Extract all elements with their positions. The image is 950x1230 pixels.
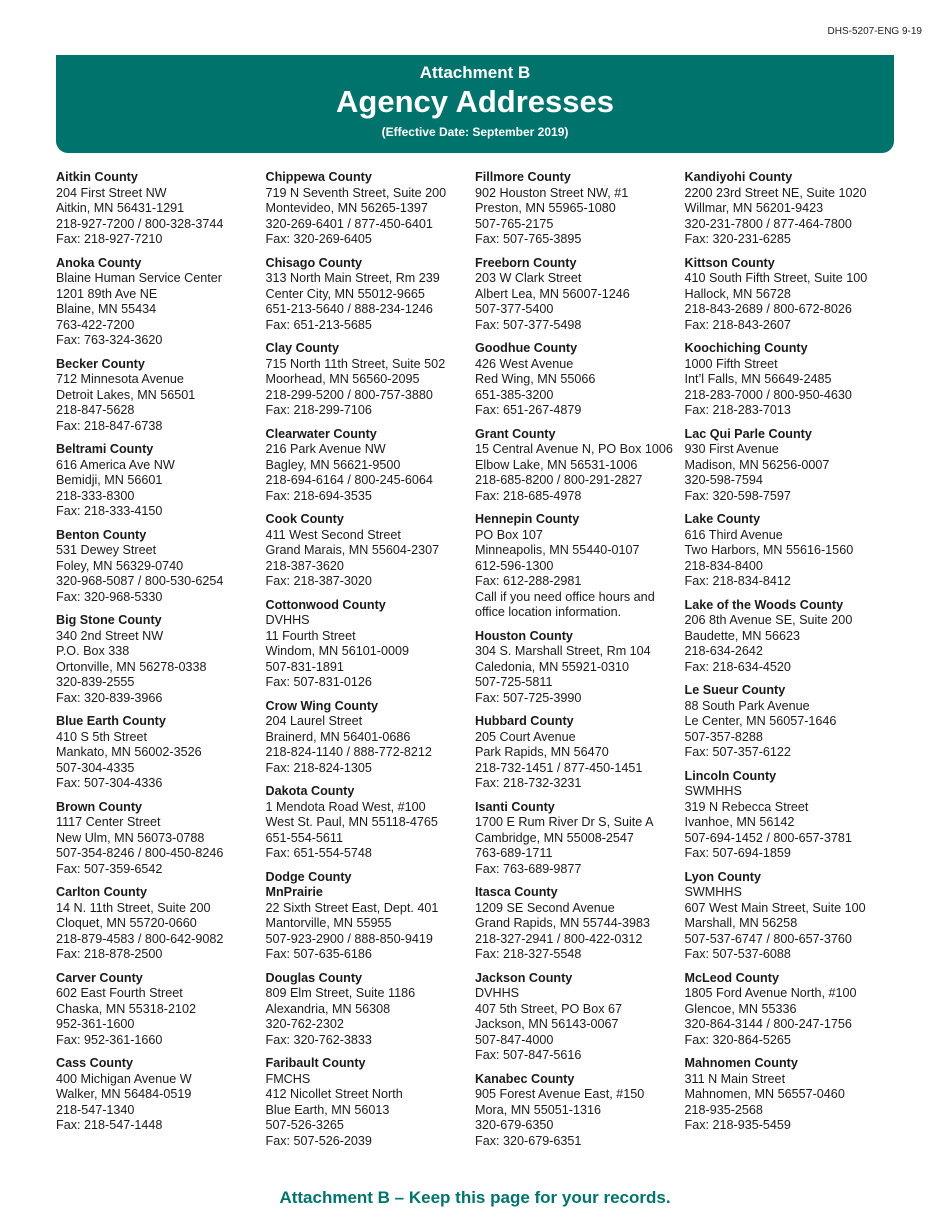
- address-line: 905 Forest Avenue East, #150: [475, 1087, 645, 1101]
- address-line: 320-269-6401 / 877-450-6401: [265, 216, 433, 231]
- county-name: Grant County: [475, 426, 556, 441]
- address-line: office location information.: [475, 605, 622, 619]
- county-entry: [475, 256, 685, 334]
- address-line: Blue Earth, MN 56013: [265, 1102, 390, 1117]
- address-line: 531 Dewey Street: [56, 543, 157, 557]
- address-line: 205 Court Avenue: [475, 729, 576, 744]
- address-line: 218-694-6164 / 800-245-6064: [265, 473, 433, 487]
- address-line: Fax: 218-843-2607: [684, 317, 791, 332]
- county-name: Aitkin County: [56, 170, 138, 184]
- address-line: Minneapolis, MN 55440-0107: [475, 543, 640, 557]
- address-line: 507-354-8246 / 800-450-8246: [56, 846, 224, 860]
- county-entry: [266, 1056, 476, 1149]
- address-line: 607 West Main Street, Suite 100: [684, 900, 866, 915]
- address-line: Jackson, MN 56143-0067: [475, 1017, 619, 1031]
- county-name: Douglas County: [265, 970, 363, 985]
- address-line: Walker, MN 56484-0519: [56, 1087, 192, 1101]
- address-line: Fax: 507-304-4336: [56, 776, 163, 790]
- county-entry: [475, 971, 685, 1064]
- address-line: Fax: 507-725-3990: [475, 690, 582, 705]
- address-line: 218-634-2642: [684, 644, 763, 658]
- address-line: 400 Michigan Avenue W: [56, 1071, 192, 1086]
- address-line: West St. Paul, MN 55118-4765: [265, 815, 438, 829]
- address-line: 320-598-7594: [684, 473, 763, 487]
- address-line: Int’l Falls, MN 56649-2485: [684, 372, 832, 386]
- address-line: 320-968-5087 / 800-530-6254: [56, 574, 224, 588]
- address-line: Willmar, MN 56201-9423: [684, 201, 824, 215]
- form-code: DHS-5207-ENG 9-19: [827, 26, 922, 37]
- address-line: Fax: 218-935-5459: [684, 1118, 791, 1132]
- county-name: Brown County: [56, 799, 143, 814]
- address-line: Fax: 218-834-8412: [684, 574, 791, 588]
- address-line: Fax: 320-269-6405: [265, 232, 372, 246]
- address-line: Fax: 218-694-3535: [265, 488, 372, 503]
- address-line: Chaska, MN 55318-2102: [56, 1001, 197, 1016]
- county-name: Chisago County: [265, 255, 363, 270]
- address-line: 216 Park Avenue NW: [265, 442, 386, 456]
- county-entry: [266, 170, 476, 248]
- address-line: Caledonia, MN 55921-0310: [475, 659, 630, 674]
- address-line: Fax: 507-847-5616: [475, 1048, 582, 1062]
- county-entry: [56, 885, 266, 963]
- county-entry: [685, 971, 895, 1049]
- county-entry: [56, 1056, 266, 1134]
- address-line: 206 8th Avenue SE, Suite 200: [684, 613, 853, 627]
- address-line: 407 5th Street, PO Box 67: [475, 1001, 623, 1016]
- address-line: Elbow Lake, MN 56531-1006: [475, 457, 638, 472]
- address-line: 1201 89th Ave NE: [56, 286, 158, 301]
- address-column: [685, 170, 895, 1157]
- address-line: 218-732-1451 / 877-450-1451: [475, 760, 643, 775]
- address-line: Albert Lea, MN 56007-1246: [475, 286, 630, 301]
- address-line: Bagley, MN 56621-9500: [265, 457, 401, 472]
- address-columns: [56, 170, 906, 1157]
- county-entry: [56, 357, 266, 435]
- address-line: Fax: 320-864-5265: [684, 1032, 791, 1047]
- address-line: 612-596-1300: [475, 558, 554, 573]
- address-line: Fax: 612-288-2981: [475, 574, 582, 588]
- county-entry: [56, 528, 266, 606]
- address-line: Fax: 507-357-6122: [684, 745, 791, 759]
- address-line: 11 Fourth Street: [265, 628, 356, 643]
- county-name: Kanabec County: [475, 1071, 575, 1086]
- address-line: Fax: 651-554-5748: [265, 846, 372, 860]
- address-line: 719 N Seventh Street, Suite 200: [265, 185, 447, 200]
- county-name: Mahnomen County: [684, 1056, 798, 1070]
- address-line: Fax: 507-359-6542: [56, 861, 163, 876]
- county-entry: [475, 714, 685, 792]
- address-line: 218-387-3620: [265, 558, 344, 573]
- county-name: Itasca County: [475, 885, 558, 899]
- address-line: Alexandria, MN 56308: [265, 1001, 391, 1016]
- address-line: Fax: 507-765-3895: [475, 232, 582, 246]
- address-line: Blaine Human Service Center: [56, 271, 222, 285]
- county-entry: [56, 714, 266, 792]
- county-entry: [266, 699, 476, 777]
- address-line: Fax: 218-927-7210: [56, 232, 163, 246]
- address-line: Fax: 507-377-5498: [475, 317, 582, 332]
- address-line: Le Center, MN 56057-1646: [684, 714, 837, 728]
- address-line: 203 W Clark Street: [475, 271, 582, 285]
- address-line: Fax: 320-231-6285: [684, 232, 791, 246]
- address-line: 809 Elm Street, Suite 1186: [265, 986, 416, 1000]
- address-line: Park Rapids, MN 56470: [475, 745, 609, 759]
- address-line: 507-526-3265: [265, 1118, 344, 1132]
- county-name: Clearwater County: [265, 426, 377, 441]
- county-entry: [266, 870, 476, 963]
- address-line: P.O. Box 338: [56, 644, 130, 658]
- address-line: Fax: 218-634-4520: [684, 659, 791, 674]
- address-line: Fax: 218-685-4978: [475, 488, 582, 503]
- address-line: 507-765-2175: [475, 216, 554, 231]
- address-line: 1700 E Rum River Dr S, Suite A: [475, 815, 654, 829]
- county-entry: [56, 256, 266, 349]
- address-column: [475, 170, 685, 1157]
- county-entry: [685, 256, 895, 334]
- address-line: 410 S 5th Street: [56, 729, 148, 744]
- county-name: Dodge County: [265, 869, 352, 884]
- address-line: 1117 Center Street: [56, 815, 161, 829]
- county-entry: [685, 598, 895, 676]
- county-name: Beltrami County: [56, 442, 154, 456]
- county-entry: [266, 598, 476, 691]
- address-line: 218-327-2941 / 800-422-0312: [475, 931, 643, 946]
- address-line: Fax: 320-762-3833: [265, 1032, 372, 1047]
- address-line: 204 First Street NW: [56, 185, 167, 200]
- agency-name: MnPrairie: [265, 885, 323, 899]
- address-line: Fax: 218-878-2500: [56, 947, 163, 961]
- address-line: Glencoe, MN 55336: [684, 1001, 797, 1016]
- address-line: 1 Mendota Road West, #100: [265, 799, 426, 814]
- county-name: Cass County: [56, 1056, 133, 1070]
- county-entry: [266, 256, 476, 334]
- address-line: 218-843-2689 / 800-672-8026: [684, 302, 852, 316]
- address-line: DVHHS: [265, 613, 310, 627]
- address-line: Center City, MN 55012-9665: [265, 286, 425, 301]
- address-line: Blaine, MN 55434: [56, 302, 157, 316]
- address-line: Mora, MN 55051-1316: [475, 1102, 602, 1117]
- address-line: 204 Laurel Street: [265, 714, 363, 728]
- county-name: Anoka County: [56, 255, 142, 270]
- county-name: Lake of the Woods County: [684, 597, 844, 612]
- address-line: Fax: 763-324-3620: [56, 333, 163, 347]
- address-line: Preston, MN 55965-1080: [475, 201, 616, 215]
- address-line: 218-847-5628: [56, 403, 135, 417]
- address-line: 2200 23rd Street NE, Suite 1020: [684, 185, 867, 200]
- address-line: 218-685-8200 / 800-291-2827: [475, 473, 643, 487]
- address-line: 715 North 11th Street, Suite 502: [265, 356, 446, 371]
- address-line: 507-377-5400: [475, 302, 554, 316]
- address-line: 218-927-7200 / 800-328-3744: [56, 216, 224, 231]
- county-name: Isanti County: [475, 799, 555, 814]
- county-entry: [475, 800, 685, 878]
- county-name: Cottonwood County: [265, 597, 386, 612]
- county-name: Koochiching County: [684, 341, 808, 355]
- address-line: 320-762-2302: [265, 1017, 344, 1031]
- address-line: Fax: 218-333-4150: [56, 504, 163, 518]
- county-entry: [685, 170, 895, 248]
- page-title: Agency Addresses: [336, 84, 614, 119]
- address-line: 651-385-3200: [475, 387, 554, 402]
- address-line: 320-231-7800 / 877-464-7800: [684, 216, 852, 231]
- county-entry: [475, 427, 685, 505]
- address-line: 319 N Rebecca Street: [684, 799, 809, 814]
- address-line: 763-689-1711: [475, 846, 553, 860]
- address-line: 651-213-5640 / 888-234-1246: [265, 302, 433, 316]
- county-entry: [685, 427, 895, 505]
- address-line: 218-299-5200 / 800-757-3880: [265, 387, 433, 402]
- address-line: Ivanhoe, MN 56142: [684, 815, 795, 829]
- county-name: Houston County: [475, 628, 573, 643]
- attachment-label: Attachment B: [419, 63, 531, 82]
- address-line: 712 Minnesota Avenue: [56, 372, 184, 386]
- county-name: Kandiyohi County: [684, 170, 793, 184]
- county-name: Dakota County: [265, 784, 355, 798]
- county-name: Crow Wing County: [265, 698, 379, 713]
- address-line: Fax: 320-679-6351: [475, 1133, 582, 1148]
- address-line: Fax: 320-968-5330: [56, 589, 163, 604]
- county-entry: [475, 885, 685, 963]
- address-line: Fax: 507-635-6186: [265, 947, 372, 961]
- address-line: Cloquet, MN 55720-0660: [56, 916, 197, 930]
- address-line: Fax: 218-387-3020: [265, 574, 372, 588]
- county-name: Lincoln County: [684, 768, 777, 783]
- county-entry: [56, 800, 266, 878]
- county-entry: [475, 170, 685, 248]
- address-line: Baudette, MN 56623: [684, 628, 801, 643]
- address-line: 304 S. Marshall Street, Rm 104: [475, 644, 651, 658]
- address-line: 1000 Fifth Street: [684, 356, 778, 371]
- address-line: 507-847-4000: [475, 1032, 554, 1047]
- county-name: Benton County: [56, 527, 147, 542]
- address-line: 1805 Ford Avenue North, #100: [684, 986, 857, 1000]
- county-name: Goodhue County: [475, 341, 578, 355]
- address-line: SWMHHS: [684, 784, 742, 798]
- address-line: 218-333-8300: [56, 488, 135, 503]
- address-line: 14 N. 11th Street, Suite 200: [56, 900, 211, 915]
- county-name: Freeborn County: [475, 255, 577, 270]
- county-name: Carver County: [56, 970, 143, 985]
- address-line: 952-361-1600: [56, 1017, 135, 1031]
- address-line: Fax: 218-824-1305: [265, 760, 372, 775]
- address-line: 218-935-2568: [684, 1102, 763, 1117]
- county-name: Clay County: [265, 341, 339, 355]
- address-column: [56, 170, 266, 1157]
- address-line: New Ulm, MN 56073-0788: [56, 830, 205, 845]
- county-entry: [475, 1072, 685, 1150]
- county-name: Hubbard County: [475, 714, 574, 728]
- address-line: Fax: 218-299-7106: [265, 403, 372, 417]
- address-line: Brainerd, MN 56401-0686: [265, 729, 411, 744]
- county-name: Big Stone County: [56, 613, 162, 627]
- address-line: 320-864-3144 / 800-247-1756: [684, 1017, 852, 1031]
- address-line: Hallock, MN 56728: [684, 286, 791, 301]
- address-line: 88 South Park Avenue: [684, 698, 810, 713]
- address-line: Fax: 651-267-4879: [475, 403, 582, 417]
- county-name: Fillmore County: [475, 170, 571, 184]
- county-entry: [56, 613, 266, 706]
- address-line: Fax: 651-213-5685: [265, 317, 372, 332]
- address-line: Red Wing, MN 55066: [475, 372, 596, 386]
- county-entry: [266, 427, 476, 505]
- address-line: 902 Houston Street NW, #1: [475, 185, 629, 200]
- address-line: 507-923-2900 / 888-850-9419: [265, 931, 433, 946]
- address-line: Aitkin, MN 56431-1291: [56, 201, 185, 215]
- address-line: Grand Rapids, MN 55744-3983: [475, 916, 651, 930]
- address-line: 320-679-6350: [475, 1118, 554, 1132]
- address-line: Madison, MN 56256-0007: [684, 457, 830, 472]
- address-line: PO Box 107: [475, 527, 543, 542]
- county-name: McLeod County: [684, 970, 779, 985]
- county-entry: [56, 170, 266, 248]
- county-name: Carlton County: [56, 885, 147, 899]
- county-name: Chippewa County: [265, 170, 372, 184]
- address-line: Grand Marais, MN 55604-2307: [265, 543, 440, 557]
- address-line: Ortonville, MN 56278-0338: [56, 659, 207, 674]
- address-line: 218-879-4583 / 800-642-9082: [56, 931, 224, 946]
- address-line: Moorhead, MN 56560-2095: [265, 372, 420, 386]
- address-line: Fax: 320-598-7597: [684, 488, 791, 503]
- address-line: Mankato, MN 56002-3526: [56, 745, 202, 759]
- address-line: 507-694-1452 / 800-657-3781: [684, 830, 852, 845]
- address-line: 411 West Second Street: [265, 527, 401, 542]
- address-line: Fax: 218-283-7013: [684, 403, 791, 417]
- address-line: DVHHS: [475, 986, 520, 1000]
- address-line: 616 Third Avenue: [684, 527, 783, 542]
- footer-note: Attachment B – Keep this page for your records.: [279, 1188, 671, 1207]
- address-line: Mantorville, MN 55955: [265, 916, 392, 930]
- address-line: Cambridge, MN 55008-2547: [475, 830, 634, 845]
- county-name: Blue Earth County: [56, 714, 166, 728]
- address-line: 320-839-2555: [56, 675, 135, 689]
- county-name: Lyon County: [684, 869, 761, 884]
- address-line: Marshall, MN 56258: [684, 916, 798, 930]
- county-entry: [475, 512, 685, 621]
- address-line: Fax: 218-847-6738: [56, 418, 163, 433]
- address-line: 507-357-8288: [684, 729, 763, 744]
- address-line: 340 2nd Street NW: [56, 628, 164, 643]
- address-line: Foley, MN 56329-0740: [56, 558, 184, 573]
- address-line: Montevideo, MN 56265-1397: [265, 201, 428, 215]
- address-line: Fax: 218-732-3231: [475, 776, 582, 790]
- county-entry: [56, 971, 266, 1049]
- address-column: [266, 170, 476, 1157]
- county-entry: [685, 512, 895, 590]
- county-entry: [266, 512, 476, 590]
- county-entry: [685, 683, 895, 761]
- address-line: Detroit Lakes, MN 56501: [56, 387, 196, 402]
- address-line: 218-283-7000 / 800-950-4630: [684, 387, 852, 402]
- county-name: Kittson County: [684, 255, 775, 270]
- county-entry: [685, 1056, 895, 1134]
- address-line: Two Harbors, MN 55616-1560: [684, 543, 854, 557]
- county-name: Lac Qui Parle County: [684, 426, 812, 441]
- county-name: Le Sueur County: [684, 683, 786, 697]
- address-line: 651-554-5611: [265, 830, 343, 845]
- address-line: 602 East Fourth Street: [56, 986, 183, 1000]
- address-line: Fax: 952-361-1660: [56, 1032, 163, 1047]
- county-entry: [56, 442, 266, 520]
- address-line: 763-422-7200: [56, 317, 135, 332]
- address-line: Fax: 218-547-1448: [56, 1118, 163, 1132]
- address-line: 218-824-1140 / 888-772-8212: [265, 745, 432, 759]
- address-line: Mahnomen, MN 56557-0460: [684, 1087, 845, 1101]
- county-name: Hennepin County: [475, 512, 580, 526]
- county-name: Faribault County: [265, 1056, 366, 1070]
- header-banner: [56, 55, 894, 153]
- address-line: 311 N Main Street: [684, 1071, 786, 1086]
- address-line: Call if you need office hours and: [475, 589, 655, 604]
- address-line: Windom, MN 56101-0009: [265, 644, 409, 658]
- county-entry: [266, 971, 476, 1049]
- county-entry: [685, 341, 895, 419]
- county-entry: [266, 341, 476, 419]
- county-entry: [685, 769, 895, 862]
- address-line: Fax: 763-689-9877: [475, 861, 582, 876]
- address-line: 930 First Avenue: [684, 442, 779, 456]
- address-line: 507-831-1891: [265, 659, 344, 674]
- county-entry: [475, 341, 685, 419]
- county-name: Becker County: [56, 356, 145, 371]
- county-entry: [266, 784, 476, 862]
- county-entry: [475, 629, 685, 707]
- effective-date: (Effective Date: September 2019): [381, 125, 569, 139]
- address-line: Fax: 507-526-2039: [265, 1133, 372, 1148]
- address-line: Fax: 320-839-3966: [56, 690, 163, 705]
- county-name: Jackson County: [475, 970, 573, 985]
- address-line: 15 Central Avenue N, PO Box 1006: [475, 442, 673, 456]
- address-line: Fax: 218-327-5548: [475, 947, 582, 961]
- address-line: 1209 SE Second Avenue: [475, 900, 615, 915]
- county-entry: [685, 870, 895, 963]
- address-line: 426 West Avenue: [475, 356, 574, 371]
- address-line: 410 South Fifth Street, Suite 100: [684, 271, 868, 285]
- county-name: Cook County: [265, 512, 344, 526]
- address-line: 313 North Main Street, Rm 239: [265, 271, 440, 285]
- address-line: 507-537-6747 / 800-657-3760: [684, 931, 852, 946]
- county-name: Lake County: [684, 512, 761, 526]
- address-line: Fax: 507-537-6088: [684, 947, 791, 961]
- address-line: 507-725-5811: [475, 675, 553, 689]
- address-line: SWMHHS: [684, 885, 742, 899]
- address-line: 218-834-8400: [684, 558, 763, 573]
- address-line: Bemidji, MN 56601: [56, 473, 163, 487]
- address-line: 507-304-4335: [56, 760, 135, 775]
- address-line: Fax: 507-831-0126: [265, 675, 372, 689]
- address-line: 218-547-1340: [56, 1102, 135, 1117]
- address-line: 412 Nicollet Street North: [265, 1087, 403, 1101]
- address-line: 616 America Ave NW: [56, 457, 175, 472]
- address-line: Fax: 507-694-1859: [684, 846, 791, 860]
- address-line: FMCHS: [265, 1071, 311, 1086]
- address-line: 22 Sixth Street East, Dept. 401: [265, 900, 439, 915]
